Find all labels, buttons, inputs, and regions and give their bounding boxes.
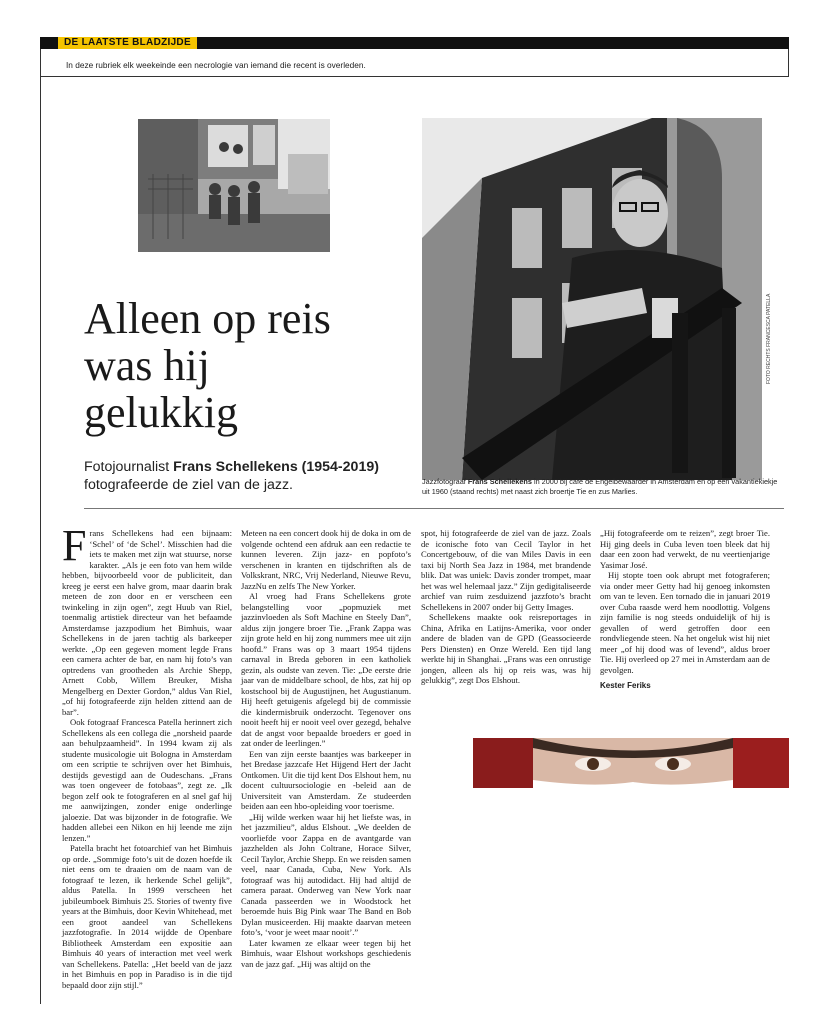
paragraph: Al vroeg had Frans Schellekens grote belangstelling voor „popmuziek met jazzinvloeden als Soft Machine en Steely Dan”, aldus zijn jongere broer Tie. „Frank Zappa was zijn grote held en hij zong nummers mee uit zijn hoofd.” Frans was op 3 maart 1954 tijdens carnaval in Breda geboren in een katholiek gezin, als oudste van zeven. Tie: „De eerste drie jaar van de middelbare school, de hbs, zat hij op kostschool bij de Augustijnen, het Augustianum. Hij heeft getuigenis afgelegd bij de commissie die kindermisbruik onderzocht. Tegenover ons nooit heeft hij er nooit veel over gezegd, behalve dat de angst voor bepaalde broeders er goed in zat onder de leerlingen.” [241, 591, 411, 748]
paragraph: „Hij fotografeerde om te reizen”, zegt broer Tie. Hij ging deels in Cuba leven toen bleek dat hij daar een zoon had verwekt, de nu veertienjarige Yasimar José. [600, 528, 770, 570]
subheadline [84, 458, 404, 494]
right-rule [788, 49, 789, 77]
paragraph: Meteen na een concert dook hij de doka in om de volgende ochtend een afdruk aan een redactie te kunnen leveren. Zijn jazz- en popfoto’s verschenen in kranten en tijdschriften als de Volkskrant, NRC, Vrij Nederland, Nieuwe Revu, JazzNu en zelfs The New Yorker. [241, 528, 411, 591]
headline-line-3: gelukkig [84, 388, 238, 437]
rubric-description: In deze rubriek elk weekeinde een necrologie van iemand die recent is overleden. [66, 60, 366, 70]
headline [84, 295, 384, 436]
headline-line-1: Alleen op reis [84, 294, 331, 343]
paragraph: Ook fotograaf Francesca Patella herinnert zich Schellekens als een collega die „norsheid paarde aan behulpzaamheid”. In 1994 kwam zij als studente musicologie uit Bologna in Amsterdam om een scriptie te schrijven over het Bimhuis, destijds gevestigd aan de Oudeschans. „Frans was toen ongeveer de fotobaas”, zegt ze. „Ik begon zelf ook te fotograferen en al snel gaf hij me aanwijzingen, zonder enige onderlinge jaloezie. Dat was bijzonder in de fotografie. We hadden allebei een Nikon en hij leende me zijn lenzen.” [62, 717, 232, 843]
author-byline: Kester Feriks [600, 681, 651, 690]
dropcap: F [62, 521, 87, 570]
photo-credit: FOTO RECHTS FRANCESCA PATELLA [766, 293, 772, 384]
header-rule [40, 76, 789, 77]
article-separator [84, 508, 784, 509]
article-column-1 [62, 521, 233, 990]
rubric-label: DE LAATSTE BLADZIJDE [58, 37, 197, 49]
paragraph: rans Schellekens had een bijnaam: ‘Schel’ of ‘de Schel’. Misschien had die iets te maken met zijn wat stuurse, norse karakter. „Als je een foto van hem wilde hebben, bijvoorbeeld voor de publiciteit, dan kreeg je eerst een halve grom, maar daarin brak meteen de zon door en er verscheen een twinkeling in zijn ogen”, zegt Huub van Riel, toenmalig artistiek directeur van het befaamde Amsterdamse jazzpodium het Bimhuis, waar Schellekens in de jaren tachtig als barkeeper werkte. „Op een gegeven moment legde Frans een camera achter de bar, en nam hij foto’s van optredens van grootheden als Archie Shepp, Arnett Cobb, Willem Breuker, Misha Mengelberg en Dexter Gordon,” aldus Van Riel, „of hij fotografeerde zijn helden zittend aan de bar”. [62, 528, 232, 717]
article-column-3 [421, 528, 591, 686]
article-column-2 [241, 528, 411, 969]
paragraph: Hij stopte toen ook abrupt met fotograferen; via onder meer Getty had hij genoeg inkomsten om van te leven. Een tornado die in januari 2019 over Cuba raasde werd hem noodlottig. Volgens zijn familie is nog steeds onduidelijk of hij is gevallen of werd getroffen door een rondvliegende steen. Na het ongeluk wist hij niet meer „of hij dood was of levend”, aldus broer Tie. Hij overleed op 27 mei in Amsterdam aan de gevolgen. [600, 570, 770, 675]
caption-tail: in 2000 bij café de Engelbewaarder in Amsterdam en op een vakantiekiekje uit 1960 (staand rechts) met naast zich broertje Tie en zus Marlies. [422, 477, 778, 496]
paragraph: Patella bracht het fotoarchief van het Bimhuis op orde. „Sommige foto’s uit de dozen hoefde ik niet eens om te draaien om de naam van de fotograaf te lezen, ik herkende Schel gelijk”, aldus Patella. In 1999 verscheen het jubileumboek Bimhuis 25. Stories of twenty five years at the Bimhuis, door Kevin Whitehead, met een groot aandeel van Schellekens jazzfotografie. In 2014 wijdde de Openbare Bibliotheek Amsterdam een expositie aan Bimhuis 40 years of interaction met veel werk van Schellekens. Patella: „Het beeld van de jazz in het Bimhuis en pop in Paradiso is in die tijd bepaald door zijn stijl.” [62, 843, 233, 990]
headline-line-2: was hij [84, 341, 210, 390]
article-column-4 [600, 528, 770, 692]
paragraph: „Hij wilde werken waar hij het liefste was, in het jazzmilieu”, aldus Elshout. „We deelden de voorliefde voor Zappa en de avantgarde van jazzhelden als John Coltrane, Horace Silver, Cecil Taylor, Archie Shepp. En we reisden samen veel, naar Canada, Cuba, New York. Als fotograaf was hij autodidact. Hij had altijd de camera paraat. Onderweg van New York naar Canada passeerden we in Woodstock het beroemde huis Big Pink waar The Band en Bob Dylan musiceerden. Hij maakte daarvan meteen foto’s, ‘voor je weet maar nooit’.” [241, 811, 412, 937]
paragraph: Een van zijn eerste baantjes was barkeeper in het Bredase jazzcafe Het Hijgend Hert der Jacht Ontkomen. Uit die tijd kent Dos Elshout hem, nu docent cultuursociologie en -beleid aan de Universiteit van Amsterdam. Ze studeerden beiden aan een hbo-opleiding voor toerisme. [241, 748, 411, 811]
caption-name: Frans Schellekens [467, 477, 532, 486]
subhead-lead: Fotojournalist [84, 459, 174, 475]
portrait-photo-2000 [422, 118, 762, 480]
caption-lead: Jazzfotograaf [422, 477, 468, 486]
paragraph: Later kwamen ze elkaar weer tegen bij het Bimhuis, waar Elshout workshops geschiedenis van de jazz gaf. „Hij was altijd on the [241, 937, 411, 969]
left-rule [40, 49, 41, 1004]
paragraph: Schellekens maakte ook reisreportages in China, Afrika en Latijns-Amerika, voor onder andere de bladen van de GPD (Geassocieerde Pers Diensten) en Onze Wereld. Een tijd lang werkte hij in Shanghai. „Frans was een onrustige jongen, alleen als hij op reis was, was hij gelukkig”, zegt Dos Elshout. [421, 612, 591, 685]
vacation-photo-1960 [138, 119, 330, 252]
eyes-banner-image [473, 738, 789, 788]
subhead-name: Frans Schellekens (1954-2019) [173, 459, 379, 475]
subhead-tail: fotografeerde de ziel van de jazz. [84, 477, 294, 493]
photo-caption [422, 477, 782, 497]
paragraph: spot, hij fotografeerde de ziel van de jazz. Zoals de iconische foto van Cecil Taylor in het Concertgebouw, of die van Miles Davis in een taxi bij North Sea Jazz in 1984, met brandende blik. Dat was uniek: Davis zonder trompet, maar het was wel helemaal jazz.” Zijn gedigitaliseerde archief van ruim zesduizend jazzfoto’s bracht Schellekens in 2007 onder bij Getty Images. [421, 528, 591, 612]
